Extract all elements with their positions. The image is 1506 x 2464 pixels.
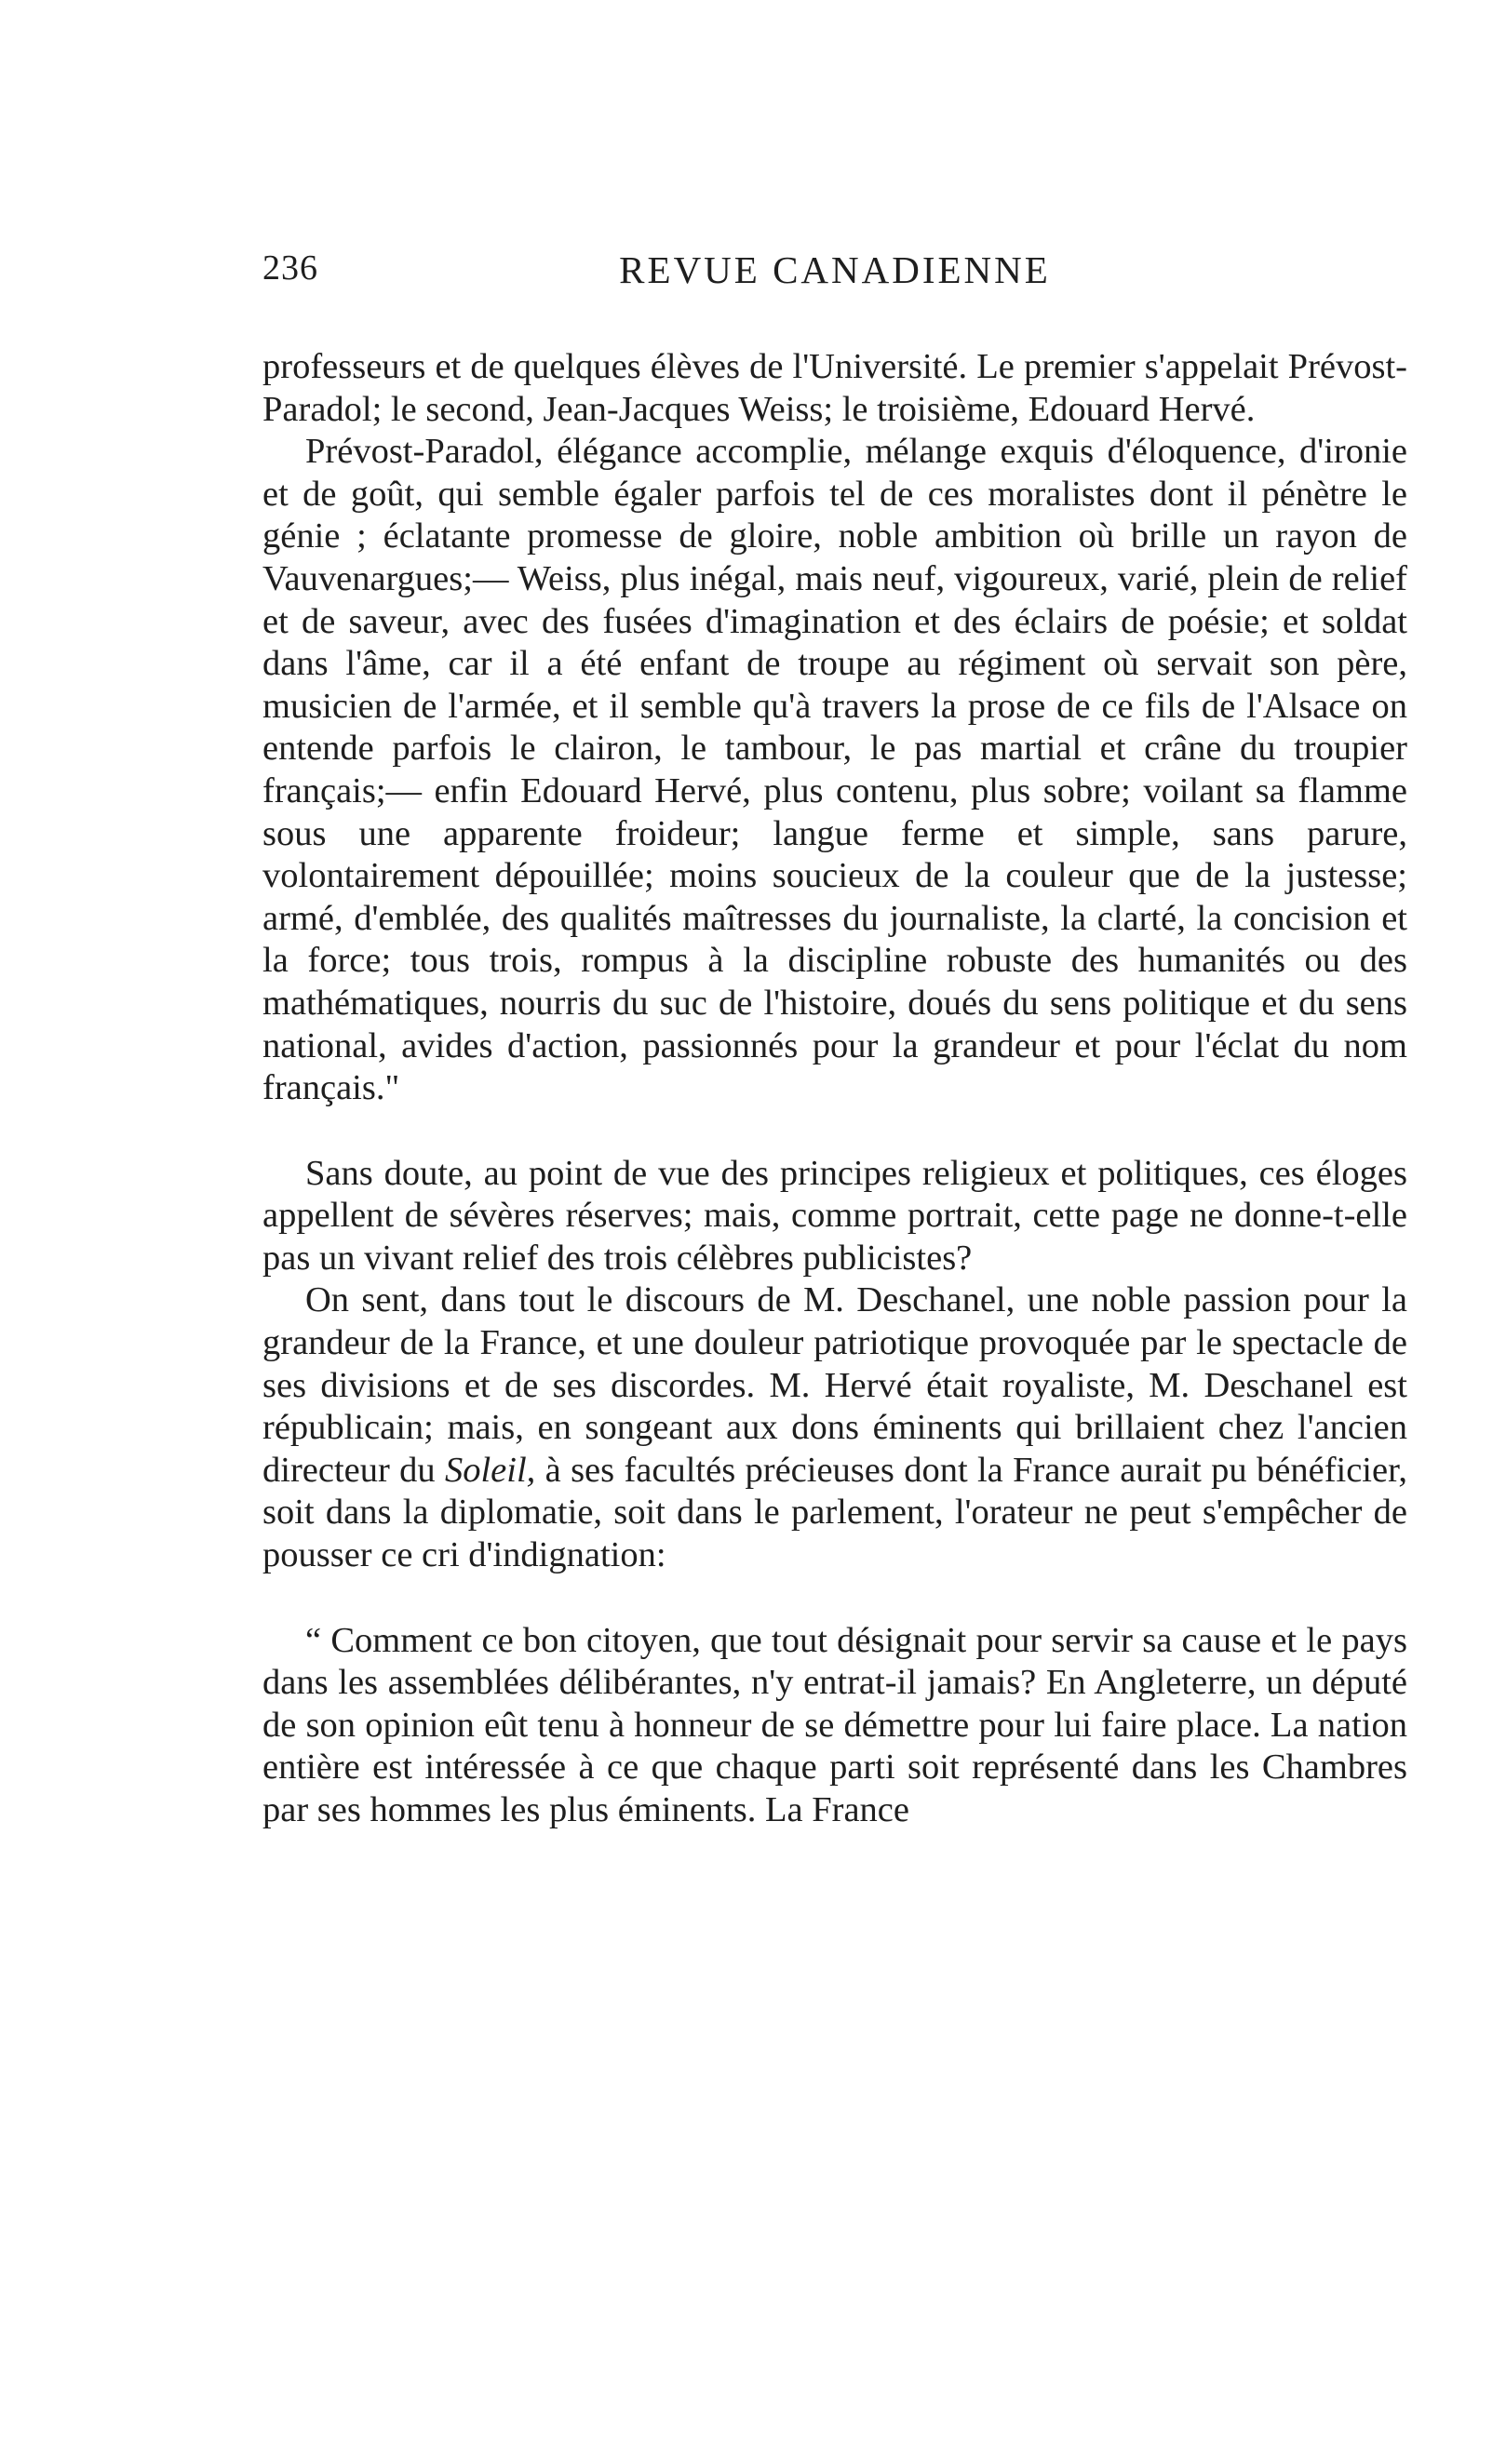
page-header xyxy=(262,248,1407,303)
body-text xyxy=(262,346,1407,1832)
newspaper-title: Soleil, xyxy=(444,1450,536,1490)
paragraph-4 xyxy=(262,1279,1407,1576)
paragraph-4-text-after: à ses facultés précieuses dont la France aurait pu bénéficier, soit dans la diplomatie, soit dans le parlement, l'orateur ne peut s'empêcher de pousser ce cri d'indignation: xyxy=(262,1450,1407,1575)
paragraph-3: Sans doute, au point de vue des principes religieux et politiques, ces éloges appellent de sévères réserves; mais, comme portrait, cette page ne donne-t-elle pas un vivant relief des trois célèbres publicistes? xyxy=(262,1153,1407,1278)
running-head: REVUE CANADIENNE xyxy=(619,248,1051,291)
page-number: 236 xyxy=(262,248,318,288)
paragraph-5-quotation: “ Comment ce bon citoyen, que tout désignait pour servir sa cause et le pays dans les assemblées délibérantes, n'y entrat-il jamais? En Angleterre, un député de son opinion eût tenu à honneur de se démettre pour lui faire place. La nation entière est intéressée à ce que chaque parti soit représenté dans les Chambres par ses hommes les plus éminents. La France xyxy=(262,1620,1407,1829)
paragraph-4-text-before: On sent, dans tout le discours de M. Deschanel, une noble passion pour la grandeur de la France, et une douleur patriotique provoquée par le spectacle de ses divisions et de ses discordes. M. Hervé était royaliste, M. Deschanel est républicain; mais, en songeant aux dons éminents qui brillaient chez l'ancien directeur du xyxy=(262,1280,1407,1490)
paragraph-2: Prévost-Paradol, élégance accomplie, mélange exquis d'éloquence, d'ironie et de goût, qui semble égaler parfois tel de ces moralistes dont il pénètre le génie ; éclatante promesse de gloire, noble ambition où brille un rayon de Vauvenargues;— Weiss, plus inégal, mais neuf, vigoureux, varié, plein de relief et de saveur, avec des fusées d'imagination et des éclairs de poésie; et soldat dans l'âme, car il a été enfant de troupe au régiment où servait son père, musicien de l'armée, et il semble qu'à travers la prose de ce fils de l'Alsace on entende parfois le clairon, le tambour, le pas martial et crâne du troupier français;— enfin Edouard Hervé, plus contenu, plus sobre; voilant sa flamme sous une apparente froideur; langue ferme et simple, sans parure, volontairement dépouillée; moins soucieux de la couleur que de la justesse; armé, d'emblée, des qualités maîtresses du journaliste, la clarté, la concision et la force; tous trois, rompus à la discipline robuste des humanités ou des mathématiques, nourris du suc de l'histoire, doués du sens politique et du sens national, avides d'action, passionnés pour la grandeur et pour l'éclat du nom français." xyxy=(262,432,1407,1108)
paragraph-1: professeurs et de quelques élèves de l'Université. Le premier s'appelait Prévost-Paradol; le second, Jean-Jacques Weiss; le troisième, Edouard Hervé. xyxy=(262,347,1407,429)
